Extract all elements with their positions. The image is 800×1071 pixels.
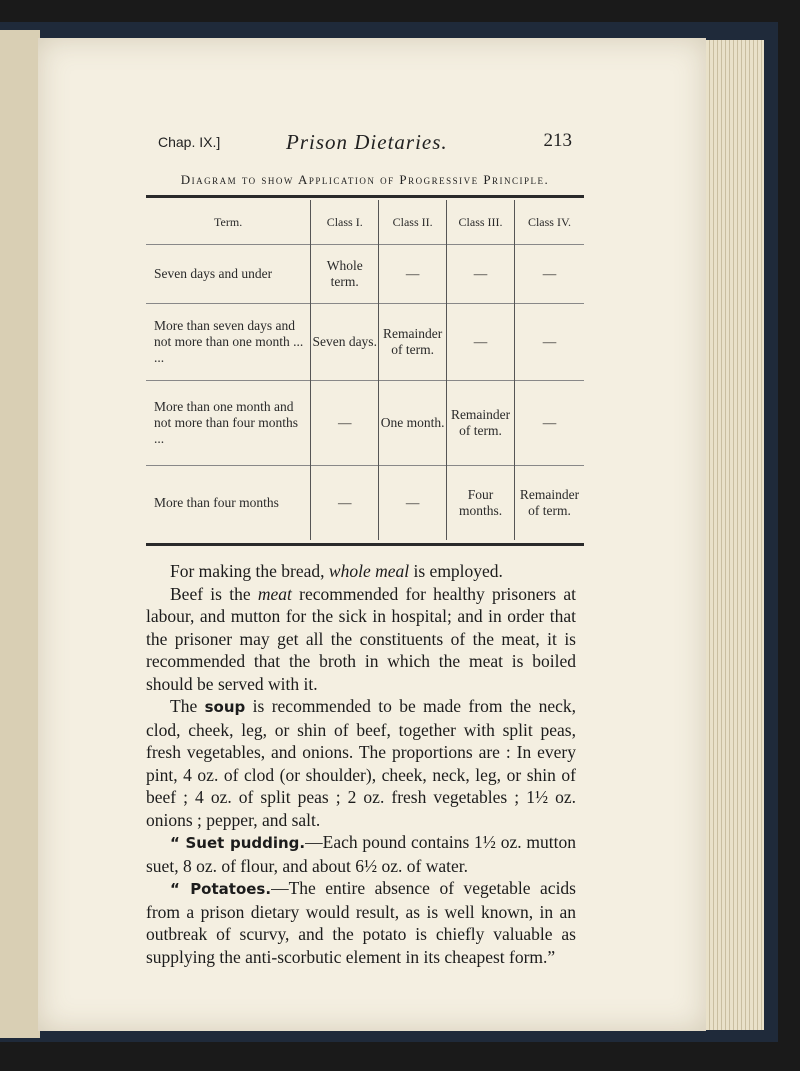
bottom-rule: [146, 543, 584, 546]
cell-class-1: —: [311, 466, 379, 541]
text-run: —The entire absence of vegetable acids from a prison dietary would result, as is well known, in an outbreak of scurvy, and the potato is chiefly valuable as supplying the anti-scorbutic element in its cheapest form.”: [146, 878, 576, 967]
page-stack: [706, 40, 764, 1030]
table-row: [146, 466, 584, 541]
body-text: [146, 560, 576, 968]
text-run: The: [170, 696, 205, 716]
text-run: For making the bread,: [170, 561, 329, 581]
cell-class-1: Seven days.: [311, 304, 379, 381]
table-header-row: [146, 200, 584, 245]
paragraph-meat: [146, 583, 576, 696]
emphasis-text: whole meal: [328, 561, 410, 581]
cell-term: More than four months: [146, 466, 311, 541]
paragraph-bread: [146, 560, 576, 583]
cell-term: More than one month and not more than four months ...: [146, 381, 311, 466]
bold-heading: soup: [204, 698, 246, 716]
col-header-class-2: Class II.: [379, 200, 447, 245]
cell-class-2: —: [379, 245, 447, 304]
paragraph-potatoes: [146, 877, 576, 968]
cell-class-4: Remainder of term.: [515, 466, 584, 541]
cell-class-3: —: [447, 304, 515, 381]
bold-heading: “ Suet pudding.: [170, 834, 306, 852]
cell-class-3: Four months.: [447, 466, 515, 541]
col-header-class-4: Class IV.: [527, 214, 572, 229]
text-run: Beef is the: [170, 583, 258, 604]
cell-term: Seven days and under: [146, 245, 311, 304]
page-number: 213: [543, 130, 572, 151]
cell-class-3: Remainder of term.: [447, 381, 515, 466]
text-run: is employed.: [409, 561, 503, 581]
running-header: [158, 132, 572, 154]
emphasis-text: meat: [257, 583, 292, 604]
text-run: recommended for healthy prisoners at labour, and mutton for the sick in hospital; and in order that the prisoner may get all the constituents of the meat, it is recommended that the broth in which the meat is boiled should be served with it.: [146, 583, 576, 694]
col-header-term: Term.: [146, 200, 311, 245]
table-row: [146, 381, 584, 466]
running-title: Prison Dietaries.: [286, 130, 448, 154]
progressive-diagram-table: [146, 200, 584, 540]
cell-class-2: One month.: [379, 381, 447, 466]
table-row: [146, 245, 584, 304]
paragraph-soup: [146, 695, 576, 831]
cell-class-1: —: [311, 381, 379, 466]
chapter-label: Chap. IX.]: [158, 134, 221, 150]
bold-heading: “ Potatoes.: [170, 880, 272, 898]
col-header-class-1: Class I.: [311, 200, 379, 245]
paragraph-suet-pudding: [146, 831, 576, 877]
cell-class-2: —: [379, 466, 447, 541]
cell-class-2: Remainder of term.: [379, 304, 447, 381]
table-row: [146, 304, 584, 381]
cell-class-1: Whole term.: [311, 245, 379, 304]
cell-class-4: —: [515, 381, 584, 466]
text-run: —Each pound contains 1½ oz. mutton suet, 8 oz. of flour, and about 6½ oz. of water.: [146, 832, 576, 876]
cell-term: More than seven days and not more than one month ... ...: [146, 304, 311, 381]
col-header-class-3: Class III.: [447, 200, 515, 245]
text-run: is recommended to be made from the neck, clod, cheek, leg, or shin of beef, together with split peas, fresh vegetables, and onions. The proportions are : In every pint, 4 oz. of clod (or shoulder), cheek, neck, leg, or shin of beef ; 4 oz. of split peas ; 2 oz. fresh vegetables ; 1½ oz. onions ; pepper, and salt.: [146, 696, 576, 830]
cell-class-3: —: [447, 245, 515, 304]
top-rule: [146, 195, 584, 198]
table-caption: Diagram to show Application of Progressive Principle.: [180, 172, 550, 187]
facing-page-edge: [0, 30, 40, 1038]
cell-class-4: —: [515, 245, 584, 304]
cell-class-4: —: [515, 304, 584, 381]
